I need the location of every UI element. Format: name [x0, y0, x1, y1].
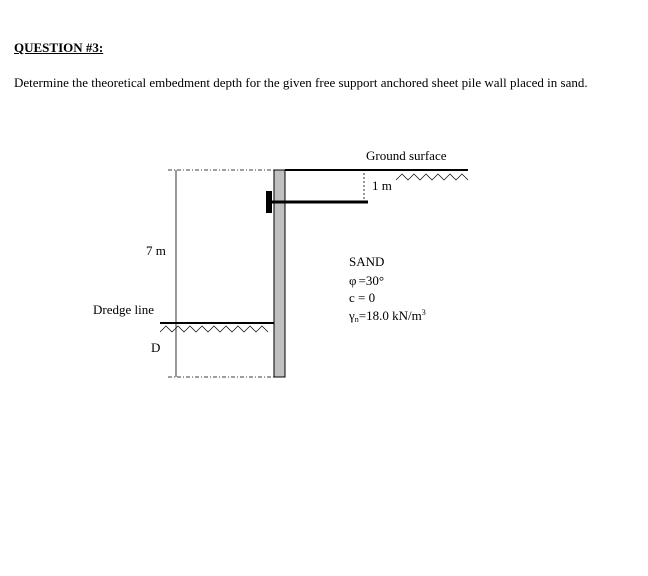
anchor-plate: [266, 191, 272, 213]
soil-cohesion: c = 0: [349, 290, 376, 305]
soil-unit-weight: [348, 308, 426, 324]
anchor-depth-label: 1 m: [372, 178, 392, 193]
height-label: 7 m: [146, 243, 166, 258]
phi-value: =30°: [358, 273, 385, 288]
soil-friction-angle: [349, 273, 384, 288]
gamma-subscript: n: [354, 315, 359, 324]
question-text: Determine the theoretical embedment depth for the given free support anchored sheet pile wall placed in sand.: [14, 75, 588, 90]
unit-weight-value: =18.0 kN/m: [358, 308, 422, 323]
question-title: QUESTION #3:: [14, 40, 104, 55]
phi-symbol: φ: [349, 273, 357, 288]
soil-name: SAND: [349, 254, 385, 269]
gamma-symbol: γ: [349, 308, 355, 323]
ground-surface-label: Ground surface: [366, 148, 447, 163]
dredge-line-label: Dredge line: [93, 302, 155, 317]
unit-weight-superscript: 3: [421, 308, 426, 317]
embedment-label: D: [151, 340, 161, 355]
ground-hatch: [396, 174, 468, 180]
